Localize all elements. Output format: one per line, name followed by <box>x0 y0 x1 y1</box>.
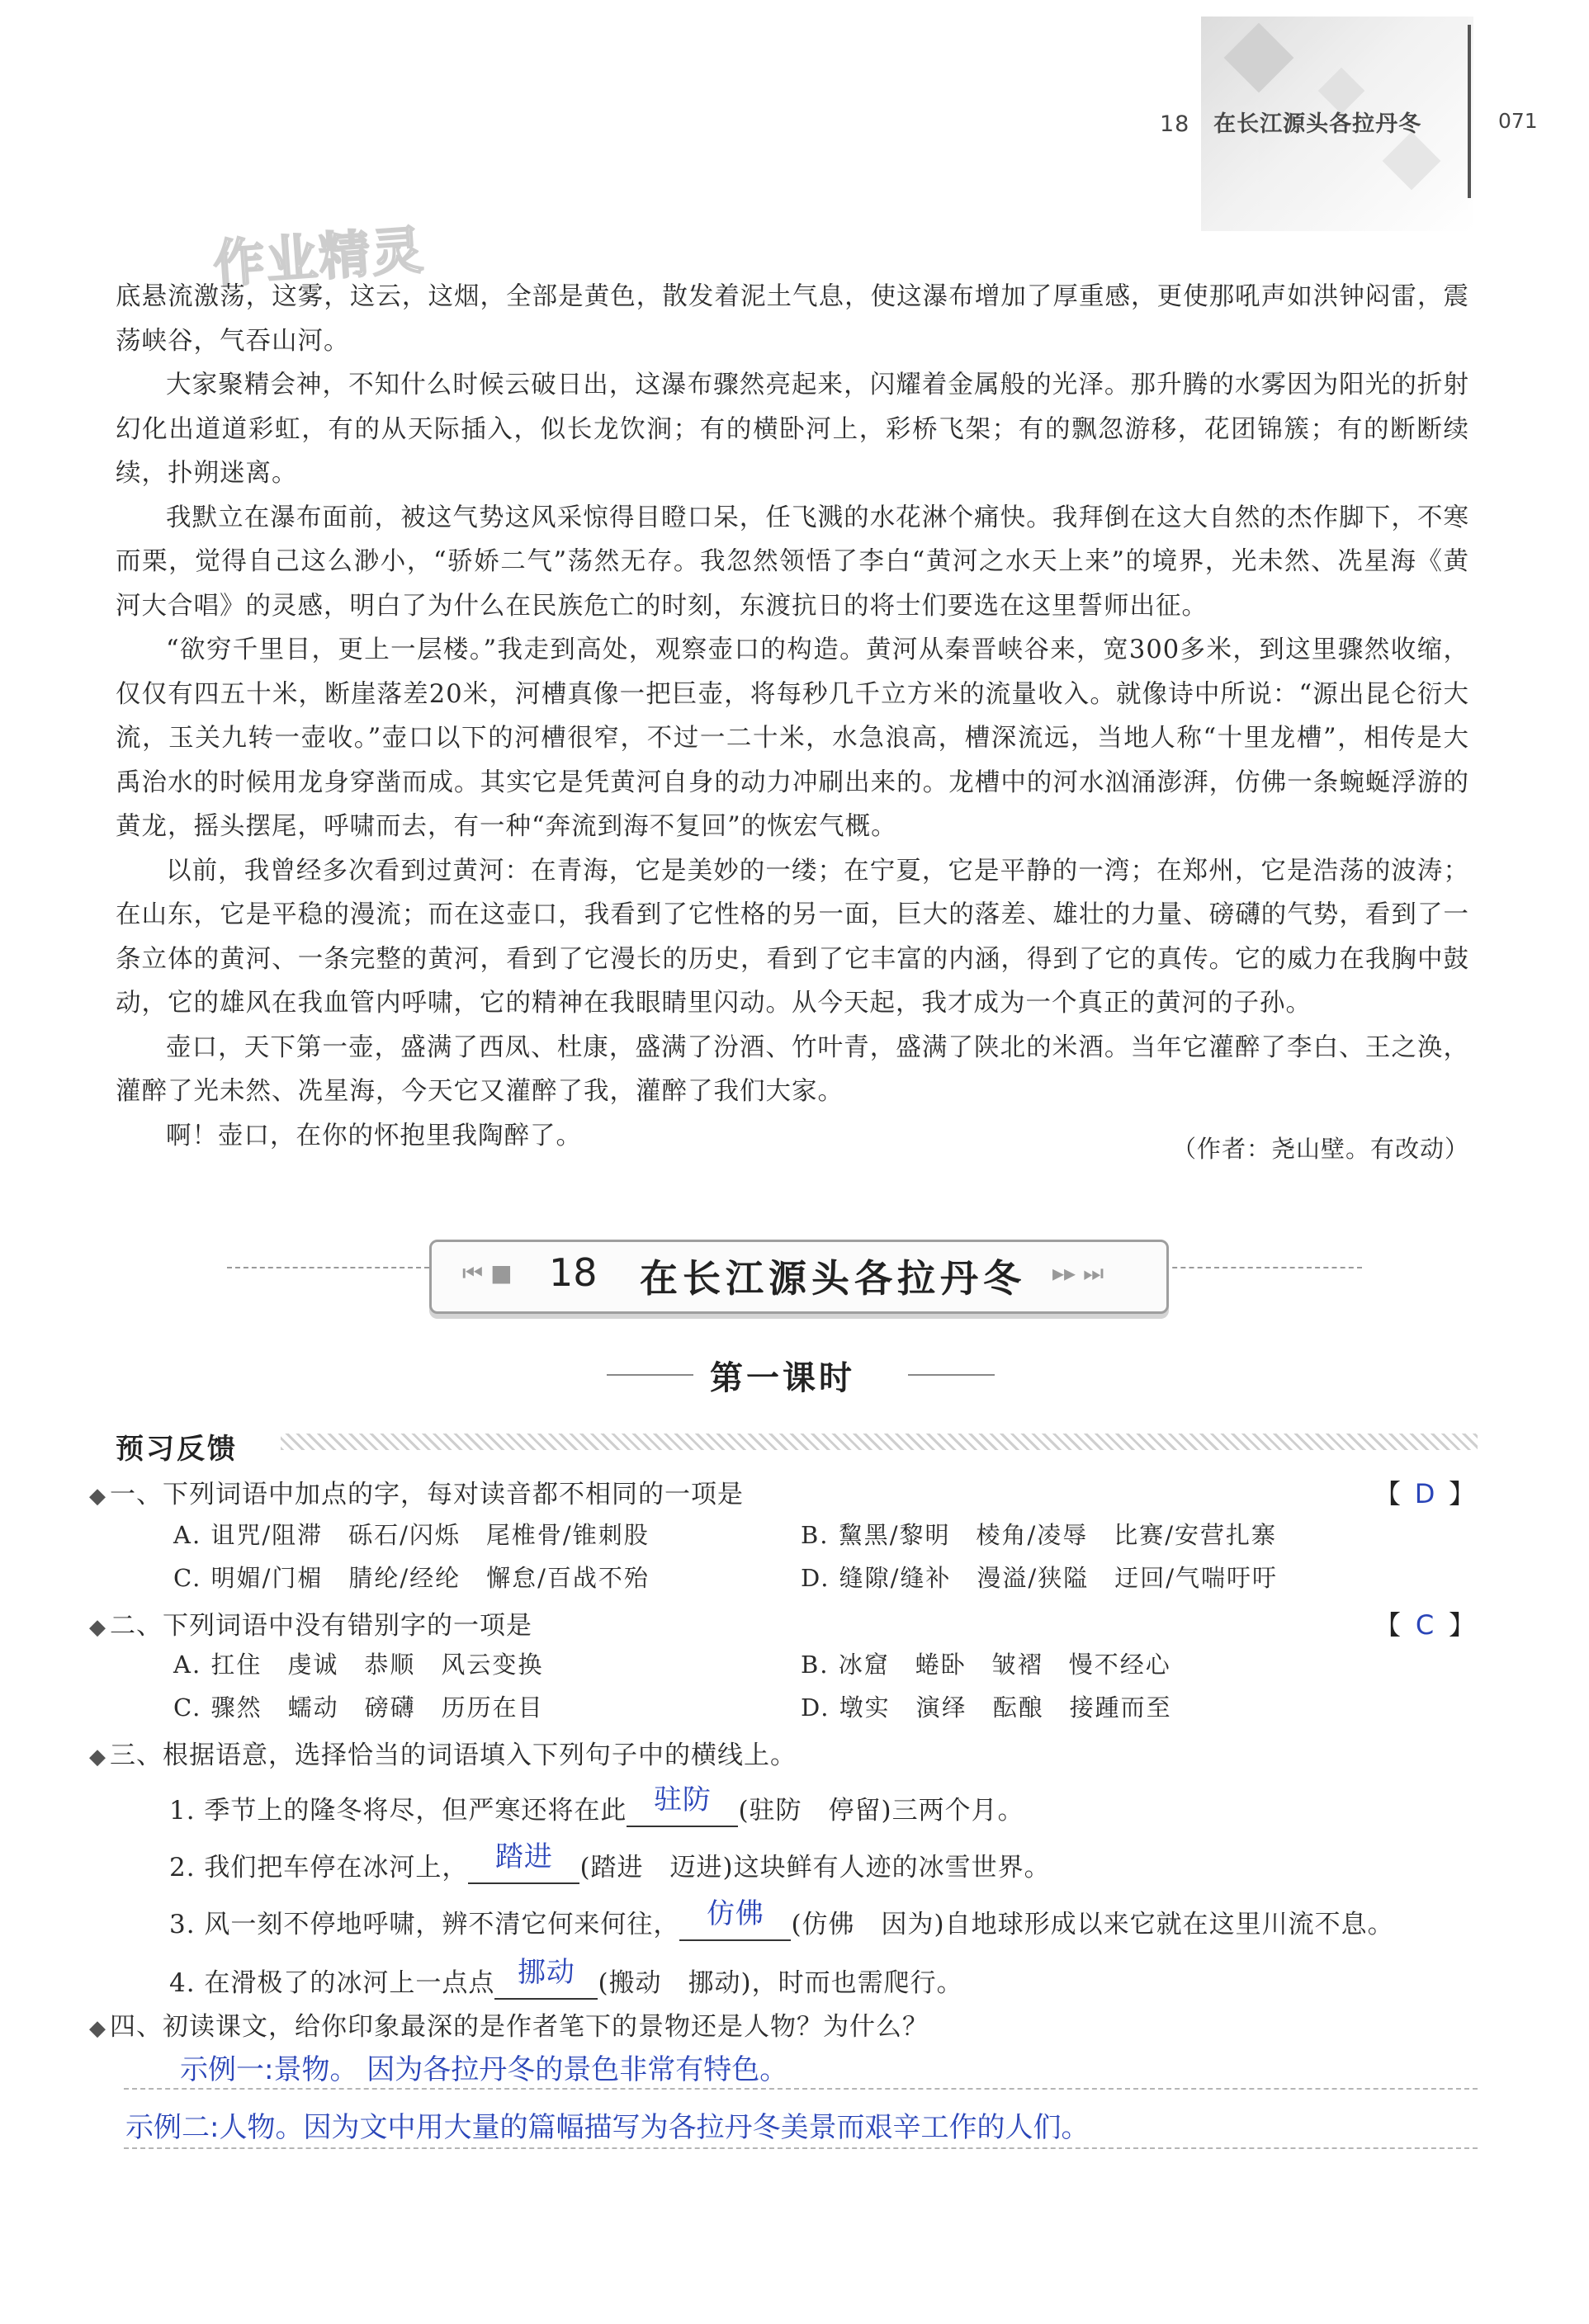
handwritten-answer-2: 示例二:人物。因为文中用大量的篇幅描写为各拉丹冬美景而艰辛工作的人们。 <box>125 2111 1090 2144</box>
fill-item <box>169 1840 1051 1884</box>
handwritten-answer-1: 示例一:景物。 因为各拉丹冬的景色非常有特色。 <box>180 2053 788 2086</box>
fill-item-options: (踏进 迈进)这块鲜有人迹的冰雪世界。 <box>579 1853 1051 1882</box>
passage-paragraph: “欲穷千里目，更上一层楼。”我走到高处，观察壶口的构造。黄河从秦晋峡谷来，宽300多米，到这里骤然收缩，仅仅有四五十米，断崖落差20米，河槽真像一把巨壶，将每秒几千立方米的流量收入。就像诗中所说：“源出昆仑衍大流，玉关九转一壶收。”壶口以下的河槽很窄，不过一二十米，水急浪高，槽深流远，当地人称“十里龙槽”，相传是大禹治水的时候用龙身穿凿而成。其实它是凭黄河自身的动力冲刷出来的。龙槽中的河水汹涌澎湃，仿佛一条蜿蜒浮游的黄龙，摇头摆尾，呼啸而去，有一种“奔流到海不复回”的恢宏气概。 <box>116 635 1469 841</box>
option-a: A. 扛住 虔诚 恭顺 风云变换 <box>173 1651 544 1679</box>
passage-paragraph: 我默立在瀑布面前，被这气势这风采惊得目瞪口呆，任飞溅的水花淋个痛快。我拜倒在这大自然的杰作脚下，不寒而栗，觉得自己这么渺小，“骄娇二气”荡然无存。我忽然领悟了李白“黄河之水天上来”的境界，光未然、冼星海《黄河大合唱》的灵感，明白了为什么在民族危亡的时刻，东渡抗日的将士们要选在这里誓师出征。 <box>116 503 1469 621</box>
passage-paragraph: 壶口，天下第一壶，盛满了西凤、杜康，盛满了汾酒、竹叶青，盛满了陕北的米酒。当年它灌醉了李白、王之涣，灌醉了光未然、冼星海，今天它又灌醉了我，灌醉了我们大家。 <box>116 1032 1469 1106</box>
answer-line <box>124 2147 1478 2149</box>
fill-item-text: 4. 在滑极了的冰河上一点点 <box>169 1968 495 1998</box>
option-a: A. 诅咒/阻滞 砾石/闪烁 尾椎骨/锥刺股 <box>173 1521 650 1549</box>
question-3-stem: 三、根据语意，选择恰当的词语填入下列句子中的横线上。 <box>110 1741 797 1770</box>
section-hatch-decoration <box>281 1434 1478 1450</box>
author-credit: （作者：尧山壁。有改动） <box>1171 1135 1469 1163</box>
question-1-answer: D <box>1414 1478 1435 1509</box>
fill-item <box>169 1897 1394 1941</box>
diamond-bullet-icon: ◆ <box>89 1615 106 1640</box>
question-2-answer-box <box>1374 1604 1475 1642</box>
fill-item-text: 2. 我们把车停在冰河上， <box>169 1853 469 1882</box>
header-chapter-title: 在长江源头各拉丹冬 <box>1213 111 1422 137</box>
question-2-answer: C <box>1415 1609 1435 1641</box>
fill-blank[interactable] <box>679 1897 791 1941</box>
bracket-close: 】 <box>1449 1609 1476 1641</box>
option-c: C. 骤然 蠕动 磅礴 历历在目 <box>173 1693 544 1722</box>
passage-paragraph: 以前，我曾经多次看到过黄河：在青海，它是美妙的一缕；在宁夏，它是平静的一湾；在郑州，它是浩荡的波涛；在山东，它是平稳的漫流；而在这壶口，我看到了它性格的另一面，巨大的落差、雄壮的力量、磅礴的气势，看到了一条立体的黄河、一条完整的黄河，看到了它漫长的历史，看到了它丰富的内涵，得到了它的真传。它的威力在我胸中鼓动，它的雄风在我血管内呼啸，它的精神在我眼睛里闪动。从今天起，我才成为一个真正的黄河的子孙。 <box>116 856 1469 1018</box>
passage-paragraph: 大家聚精会神，不知什么时候云破日出，这瀑布骤然亮起来，闪耀着金属般的光泽。那升腾的水雾因为阳光的折射幻化出道道彩虹，有的从天际插入，似长龙饮涧；有的横卧河上，彩桥飞架；有的飘忽游移，花团锦簇；有的断断续续，扑朔迷离。 <box>116 371 1469 488</box>
diamond-bullet-icon: ◆ <box>89 1745 106 1769</box>
banner-left-line <box>227 1267 429 1270</box>
section-title: 预习反馈 <box>116 1433 238 1466</box>
diamond-bullet-icon: ◆ <box>89 2016 106 2041</box>
rewind-icon: ⏮ ■ <box>462 1259 513 1287</box>
lesson-title: 在长江源头各拉丹冬 <box>640 1256 1026 1301</box>
bracket-open: 【 <box>1374 1478 1402 1509</box>
fill-blank[interactable] <box>494 1956 598 2000</box>
session-title: 第一课时 <box>710 1358 855 1397</box>
option-d: D. 墩实 演绎 酝酿 接踵而至 <box>801 1693 1172 1722</box>
question-4 <box>89 2005 929 2043</box>
fill-item-options: (搬动 挪动)，时而也需爬行。 <box>598 1968 963 1998</box>
fill-blank-answer: 仿佛 <box>706 1897 764 1930</box>
option-c: C. 明媚/门楣 腈纶/经纶 懈怠/百战不殆 <box>173 1564 650 1592</box>
question-1 <box>89 1473 744 1510</box>
running-header <box>1160 106 1421 138</box>
header-chapter-number: 18 <box>1160 111 1190 137</box>
lesson-number: 18 <box>549 1250 598 1295</box>
fill-item <box>169 1783 1024 1827</box>
fill-blank-answer: 挪动 <box>517 1956 575 1989</box>
watermark: 作业精灵 <box>211 220 427 295</box>
question-1-stem: 一、下列词语中加点的字，每对读音都不相同的一项是 <box>110 1480 744 1509</box>
option-d: D. 缝隙/缝补 漫溢/狭隘 迂回/气喘吁吁 <box>801 1564 1278 1592</box>
session-left-line <box>607 1374 693 1376</box>
passage-paragraph: 底悬流激荡，这雾，这云，这烟，全部是黄色，散发着泥土气息，使这瀑布增加了厚重感，更使那吼声如洪钟闷雷，震荡峡谷，气吞山河。 <box>116 282 1469 356</box>
question-2-stem: 二、下列词语中没有错别字的一项是 <box>110 1611 532 1641</box>
bracket-open: 【 <box>1374 1609 1402 1641</box>
question-1-answer-box <box>1374 1473 1475 1511</box>
fill-item-options: (仿佛 因为)自地球形成以来它就在这里川流不息。 <box>791 1910 1394 1939</box>
question-2 <box>89 1604 532 1641</box>
question-4-stem: 四、初读课文，给你印象最深的是作者笔下的景物还是人物？为什么？ <box>110 2012 929 2042</box>
fill-item-text: 3. 风一刻不停地呼啸，辨不清它何来何往， <box>169 1910 680 1939</box>
fill-item <box>169 1956 963 2000</box>
question-3 <box>89 1734 797 1771</box>
fill-blank-answer: 踏进 <box>494 1840 553 1873</box>
fill-item-options: (驻防 停留)三两个月。 <box>738 1796 1024 1826</box>
answer-line <box>124 2088 1478 2090</box>
forward-icon: ▸▸ ⏭ <box>1052 1259 1104 1287</box>
bracket-close: 】 <box>1449 1478 1476 1509</box>
fill-item-text: 1. 季节上的隆冬将尽，但严寒还将在此 <box>169 1796 627 1826</box>
option-b: B. 冰窟 蜷卧 皱褶 慢不经心 <box>801 1651 1171 1679</box>
diamond-bullet-icon: ◆ <box>89 1484 106 1509</box>
fill-blank[interactable] <box>468 1840 579 1884</box>
session-right-line <box>908 1374 995 1376</box>
page-number: 071 <box>1498 109 1538 133</box>
header-divider <box>1468 25 1471 198</box>
banner-right-line <box>1164 1267 1362 1270</box>
fill-blank-answer: 驻防 <box>653 1783 712 1816</box>
fill-blank[interactable] <box>627 1783 738 1827</box>
passage-paragraph: 啊！壶口，在你的怀抱里我陶醉了。 <box>166 1121 582 1150</box>
reading-passage <box>116 275 1469 1158</box>
option-b: B. 黧黑/黎明 棱角/凌辱 比赛/安营扎寨 <box>801 1521 1278 1549</box>
